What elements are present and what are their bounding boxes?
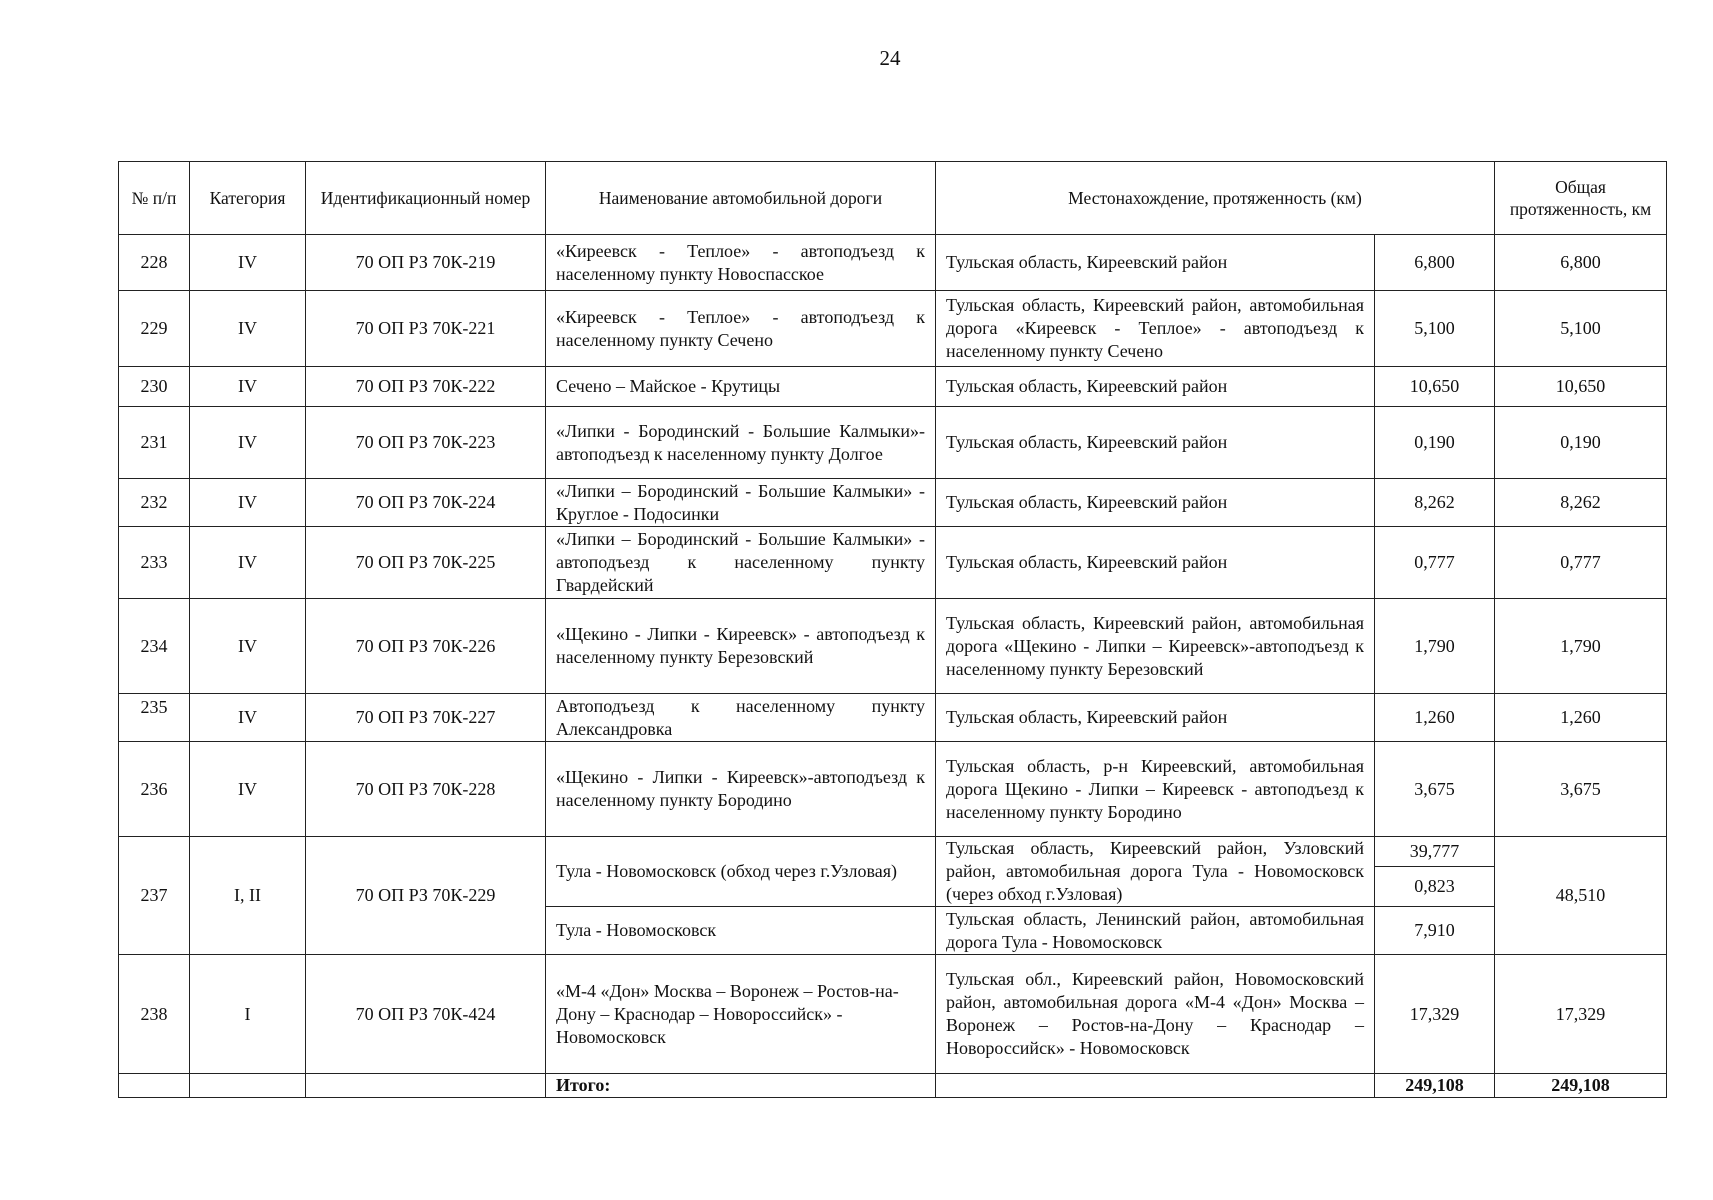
row-location: Тульская область, Киреевский район	[936, 235, 1375, 291]
totals-empty-cell	[306, 1074, 546, 1098]
header-name: Наименование автомобильной дороги	[546, 162, 936, 235]
row-num: 237	[119, 837, 190, 955]
row-road-name: Автоподъезд к населенному пункту Александровка	[546, 694, 936, 742]
row-num: 235	[119, 694, 190, 742]
row-category: IV	[190, 291, 306, 367]
row-id: 70 ОП РЗ 70К-225	[306, 527, 546, 599]
row-num: 231	[119, 407, 190, 479]
page-number: 24	[879, 46, 901, 70]
row-category: IV	[190, 694, 306, 742]
row-category: IV	[190, 367, 306, 407]
totals-length: 249,108	[1375, 1074, 1495, 1098]
totals-empty-cell	[119, 1074, 190, 1098]
row-category: IV	[190, 599, 306, 694]
row-id: 70 ОП РЗ 70К-222	[306, 367, 546, 407]
row-length: 0,777	[1375, 527, 1495, 599]
row-length: 39,777	[1375, 837, 1495, 867]
row-length: 0,190	[1375, 407, 1495, 479]
table-row	[119, 742, 1667, 837]
totals-empty-cell	[190, 1074, 306, 1098]
row-total: 10,650	[1495, 367, 1667, 407]
table-row	[119, 367, 1667, 407]
row-id: 70 ОП РЗ 70К-228	[306, 742, 546, 837]
table-row	[119, 694, 1667, 742]
row-total: 48,510	[1495, 837, 1667, 955]
row-id: 70 ОП РЗ 70К-229	[306, 837, 546, 955]
row-num: 236	[119, 742, 190, 837]
row-id: 70 ОП РЗ 70К-226	[306, 599, 546, 694]
row-road-name: «Киреевск - Теплое» - автоподъезд к населенному пункту Новоспасское	[546, 235, 936, 291]
table-row	[119, 837, 1667, 867]
row-location: Тульская область, Киреевский район, автомобильная дорога «Щекино - Липки – Киреевск»-автоподъезд к населенному пункту Березовский	[936, 599, 1375, 694]
row-location: Тульская область, Киреевский район	[936, 694, 1375, 742]
totals-total: 249,108	[1495, 1074, 1667, 1098]
row-total: 6,800	[1495, 235, 1667, 291]
header-id: Идентификационный номер	[306, 162, 546, 235]
row-location: Тульская область, Киреевский район, Узловский район, автомобильная дорога Тула - Новомосковск (через обход г.Узловая)	[936, 837, 1375, 907]
row-total: 17,329	[1495, 955, 1667, 1074]
row-length: 6,800	[1375, 235, 1495, 291]
row-location: Тульская область, Киреевский район	[936, 527, 1375, 599]
row-num: 230	[119, 367, 190, 407]
row-num: 233	[119, 527, 190, 599]
row-num: 234	[119, 599, 190, 694]
row-location: Тульская обл., Киреевский район, Новомосковский район, автомобильная дорога «М-4 «Дон» Москва – Воронеж – Ростов-на-Дону – Краснодар – Новороссийск» - Новомосковск	[936, 955, 1375, 1074]
row-road-name: «Липки - Бородинский - Большие Калмыки»-автоподъезд к населенному пункту Долгое	[546, 407, 936, 479]
totals-row	[119, 1074, 1667, 1098]
header-num: № п/п	[119, 162, 190, 235]
row-location: Тульская область, Киреевский район	[936, 367, 1375, 407]
row-category: I	[190, 955, 306, 1074]
totals-empty-cell	[936, 1074, 1375, 1098]
row-id: 70 ОП РЗ 70К-223	[306, 407, 546, 479]
roads-table	[118, 161, 1667, 1098]
row-length: 1,790	[1375, 599, 1495, 694]
row-category: I, II	[190, 837, 306, 955]
table-row	[119, 527, 1667, 599]
row-location: Тульская область, Киреевский район, автомобильная дорога «Киреевск - Теплое» - автоподъезд к населенному пункту Сечено	[936, 291, 1375, 367]
row-length: 1,260	[1375, 694, 1495, 742]
row-total: 8,262	[1495, 479, 1667, 527]
row-category: IV	[190, 407, 306, 479]
table-row	[119, 235, 1667, 291]
row-road-name: «Щекино - Липки - Киреевск»-автоподъезд к населенному пункту Бородино	[546, 742, 936, 837]
header-category: Категория	[190, 162, 306, 235]
row-road-name: Тула - Новомосковск	[546, 907, 936, 955]
totals-label: Итого:	[546, 1074, 936, 1098]
row-location: Тульская область, Ленинский район, автомобильная дорога Тула - Новомосковск	[936, 907, 1375, 955]
row-id: 70 ОП РЗ 70К-227	[306, 694, 546, 742]
row-road-name: «Липки – Бородинский - Большие Калмыки» - автоподъезд к населенному пункту Гвардейский	[546, 527, 936, 599]
row-total: 5,100	[1495, 291, 1667, 367]
table-row	[119, 291, 1667, 367]
row-road-name: «М-4 «Дон» Москва – Воронеж – Ростов-на-Дону – Краснодар – Новороссийск» - Новомосковск	[546, 955, 936, 1074]
row-category: IV	[190, 479, 306, 527]
row-num: 229	[119, 291, 190, 367]
row-category: IV	[190, 742, 306, 837]
row-road-name: «Щекино - Липки - Киреевск» - автоподъезд к населенному пункту Березовский	[546, 599, 936, 694]
row-length: 8,262	[1375, 479, 1495, 527]
table-row	[119, 479, 1667, 527]
header-location: Местонахождение, протяженность (км)	[936, 162, 1495, 235]
row-length: 7,910	[1375, 907, 1495, 955]
row-num: 232	[119, 479, 190, 527]
row-id: 70 ОП РЗ 70К-224	[306, 479, 546, 527]
row-road-name: «Липки – Бородинский - Большие Калмыки» - Круглое - Подосинки	[546, 479, 936, 527]
row-road-name: «Киреевск - Теплое» - автоподъезд к населенному пункту Сечено	[546, 291, 936, 367]
row-total: 3,675	[1495, 742, 1667, 837]
row-category: IV	[190, 235, 306, 291]
row-total: 0,190	[1495, 407, 1667, 479]
row-id: 70 ОП РЗ 70К-221	[306, 291, 546, 367]
table-row	[119, 407, 1667, 479]
table-row	[119, 599, 1667, 694]
header-row	[119, 162, 1667, 235]
row-length: 17,329	[1375, 955, 1495, 1074]
row-total: 0,777	[1495, 527, 1667, 599]
row-location: Тульская область, Киреевский район	[936, 479, 1375, 527]
row-total: 1,790	[1495, 599, 1667, 694]
row-num: 228	[119, 235, 190, 291]
table-row	[119, 955, 1667, 1074]
row-total: 1,260	[1495, 694, 1667, 742]
row-road-name: Сечено – Майское - Крутицы	[546, 367, 936, 407]
row-length: 3,675	[1375, 742, 1495, 837]
row-road-name: Тула - Новомосковск (обход через г.Узловая)	[546, 837, 936, 907]
header-total: Общая протяженность, км	[1495, 162, 1667, 235]
row-category: IV	[190, 527, 306, 599]
row-length: 10,650	[1375, 367, 1495, 407]
row-id: 70 ОП РЗ 70К-219	[306, 235, 546, 291]
row-id: 70 ОП РЗ 70К-424	[306, 955, 546, 1074]
row-length: 5,100	[1375, 291, 1495, 367]
row-num: 238	[119, 955, 190, 1074]
row-location: Тульская область, Киреевский район	[936, 407, 1375, 479]
row-location: Тульская область, р-н Киреевский, автомобильная дорога Щекино - Липки – Киреевск - автоподъезд к населенному пункту Бородино	[936, 742, 1375, 837]
row-length: 0,823	[1375, 867, 1495, 907]
